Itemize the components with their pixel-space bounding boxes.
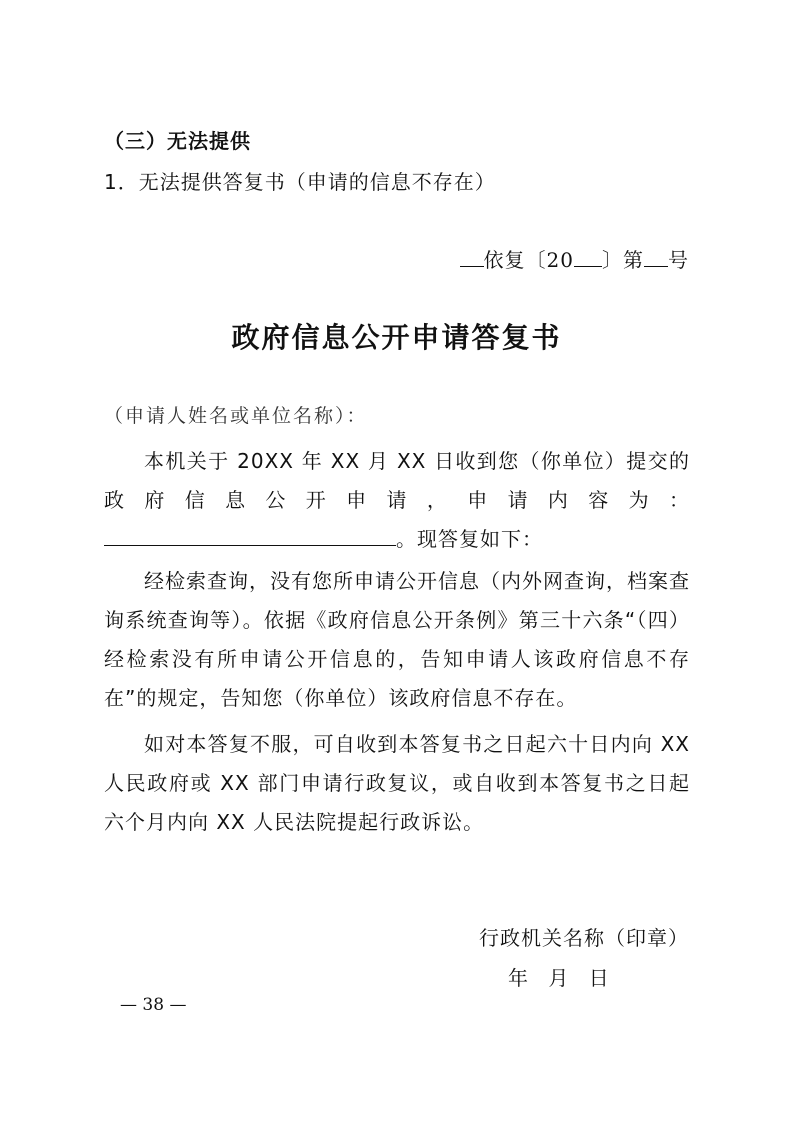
paragraph-receipt-tail: 。现答复如下： [396, 527, 543, 551]
addressee-line: （申请人姓名或单位名称）： [104, 405, 368, 427]
paragraph-result: 经检索查询，没有您所申请公开信息（内外网查询，档案查询系统查询等）。依据《政府信息公开条例》第三十六条“（四）经检索没有所申请公开信息的，告知申请人该政府信息不存在”的规定，告知您（你单位）该政府信息不存在。 [104, 569, 690, 710]
department-blank [460, 248, 484, 267]
year-blank [574, 248, 602, 267]
section-heading: （三）无法提供 [104, 129, 251, 153]
document-number [460, 244, 689, 273]
doc-number-suffix: 号 [668, 248, 689, 272]
serial-blank [644, 248, 668, 267]
paragraph-receipt-text: 本机关于 20XX 年 XX 月 XX 日收到您（你单位）提交的政府信息公开申请，申请内容为： [104, 449, 690, 512]
doc-number-year: 20 [546, 248, 574, 272]
item-heading: 1．无法提供答复书（申请的信息不存在） [104, 170, 496, 194]
signature-date: 年 月 日 [508, 966, 609, 990]
paragraph-appeal: 如对本答复不服，可自收到本答复书之日起六十日内向 XX 人民政府或 XX 部门申请行政复议，或自收到本答复书之日起六个月内向 XX 人民法院提起行政诉讼。 [104, 732, 690, 834]
request-content-blank [104, 523, 396, 546]
doc-number-prefix: 依复〔 [483, 248, 547, 272]
issuing-authority-seal: 行政机关名称（印章） [479, 926, 689, 950]
doc-number-middle: 〕第 [602, 248, 644, 272]
page-number: — 38 — [120, 995, 187, 1015]
document-title: 政府信息公开申请答复书 [231, 321, 562, 354]
paragraph-receipt [104, 442, 690, 559]
